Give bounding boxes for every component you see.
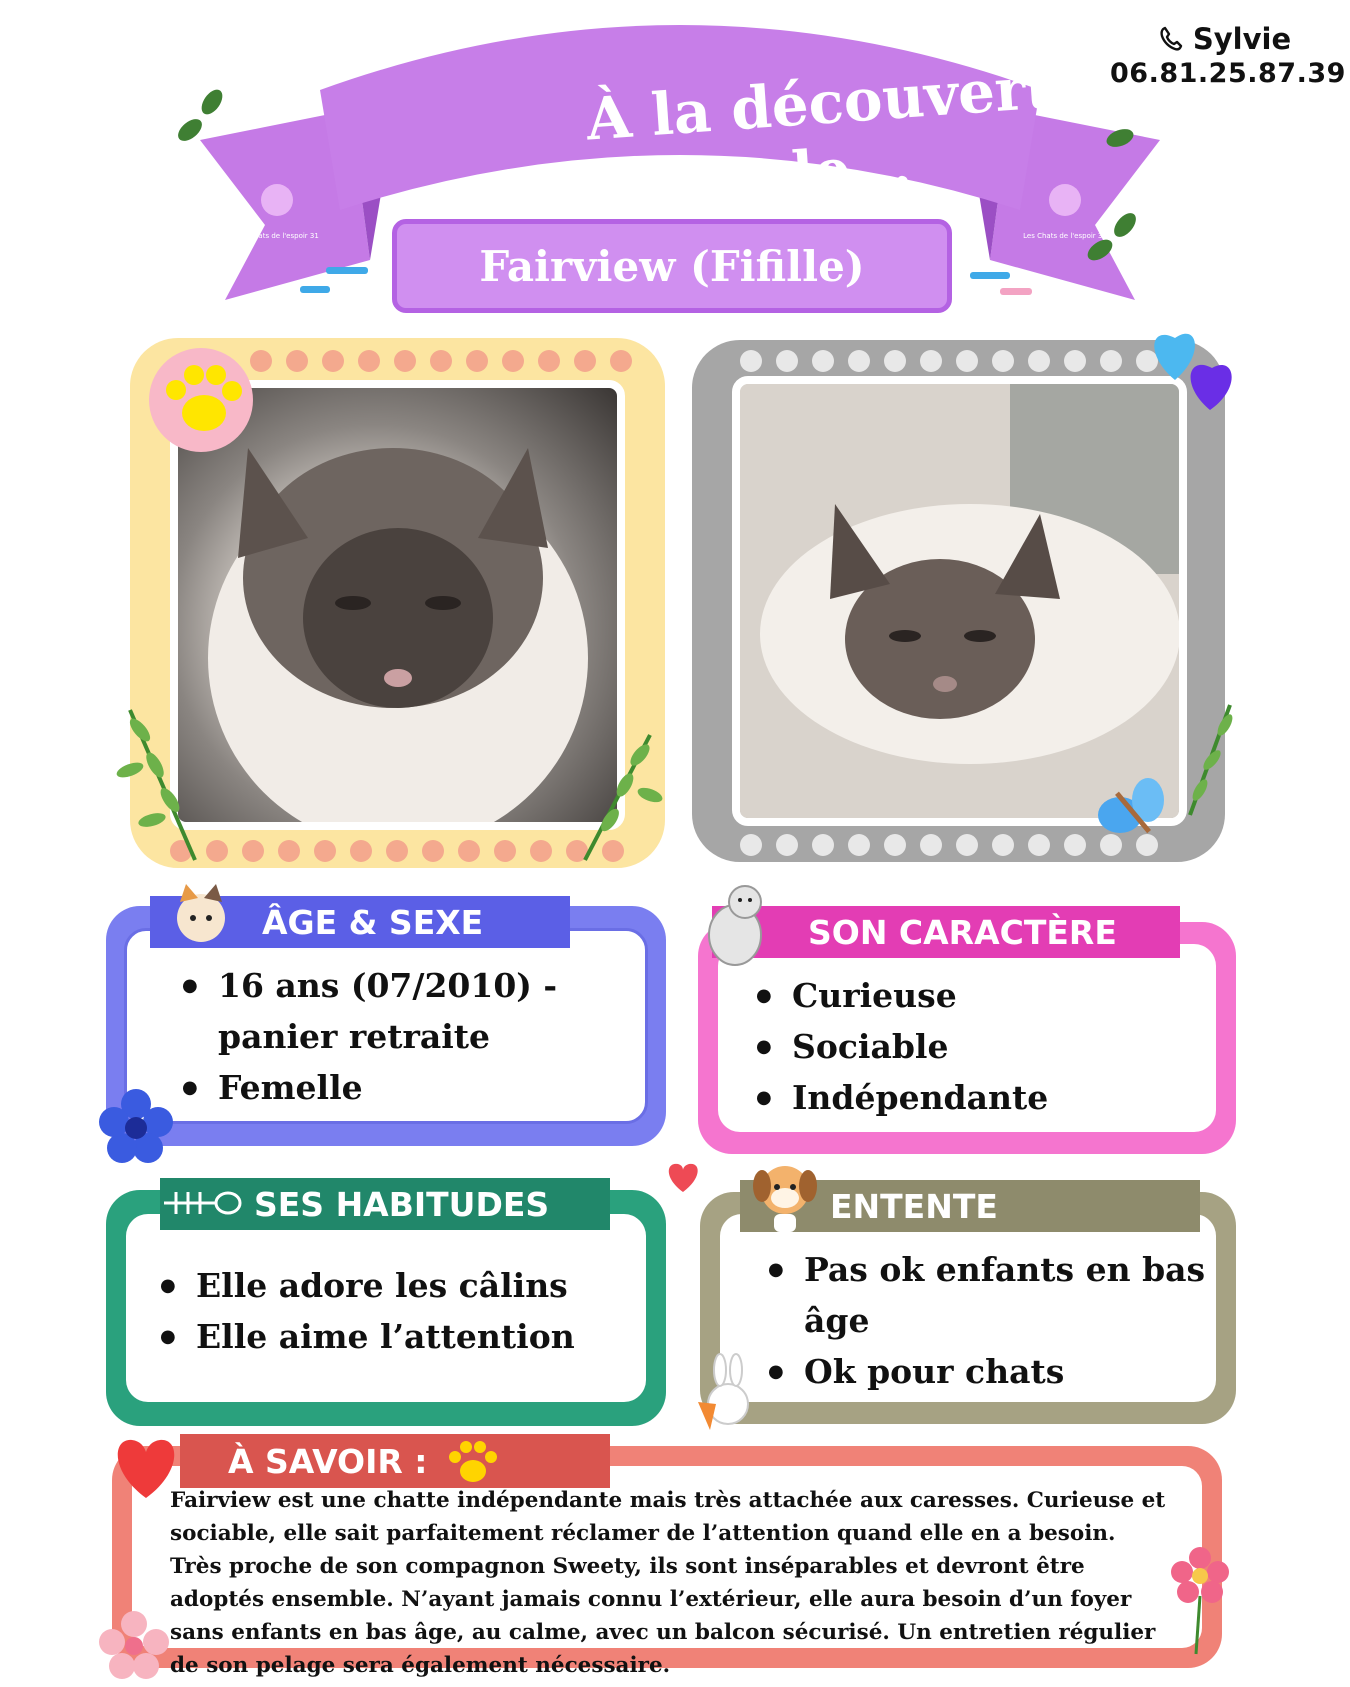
age-sexe-title: ÂGE & SEXE — [262, 902, 484, 942]
cat-name-box — [392, 219, 952, 313]
savoir-title: À SAVOIR : — [228, 1441, 428, 1481]
cat-face-icon — [168, 880, 234, 946]
habitudes-item: ● Elle adore les câlins — [160, 1260, 640, 1311]
leaf-branch-right-icon — [580, 725, 670, 865]
caractere-ribbon — [712, 906, 1180, 958]
entente-list — [768, 1244, 1208, 1397]
age-sexe-item: ● Femelle — [182, 1062, 642, 1113]
paw-badge-icon — [146, 345, 256, 455]
cat-photo-2 — [732, 376, 1187, 826]
blue-flower-icon — [98, 1088, 174, 1164]
frame-dots-bottom-yellow — [170, 840, 624, 862]
leaf-branch-grey-frame-icon — [1180, 700, 1240, 820]
leaf-branch-left-icon — [110, 690, 210, 865]
entente-title: ENTENTE — [830, 1186, 998, 1226]
contact-name: Sylvie — [1192, 22, 1292, 56]
habitudes-title: SES HABITUDES — [254, 1184, 550, 1224]
entente-item: ● Ok pour chats — [768, 1346, 1208, 1397]
hearts-icon — [1140, 310, 1250, 420]
pink-flower-bottom-icon — [96, 1610, 172, 1682]
caractere-item: ● Sociable — [756, 1021, 1176, 1072]
fish-bone-icon — [160, 1186, 242, 1220]
caractere-title: SON CARACTÈRE — [808, 912, 1117, 952]
savoir-ribbon — [180, 1434, 610, 1488]
age-sexe-list — [182, 960, 642, 1113]
age-sexe-item: ● 16 ans (07/2010) - panier retraite — [182, 960, 642, 1062]
pink-flower-right-icon — [1166, 1546, 1234, 1656]
playing-cat-icon — [690, 880, 780, 980]
habitudes-item: ● Elle aime l’attention — [160, 1311, 640, 1362]
cat-name: Fairview (Fifille) — [479, 241, 865, 291]
banner-title: À la découverte de... — [584, 50, 1092, 209]
butterfly-icon — [1090, 770, 1180, 850]
caractere-list — [756, 970, 1176, 1123]
frame-dots-top-yellow — [250, 350, 632, 372]
entente-item: ● Pas ok enfants en bas âge — [768, 1244, 1208, 1346]
frame-dots-top-grey — [740, 350, 1158, 372]
svg-text:Les Chats de l'espoir 31: Les Chats de l'espoir 31 — [1023, 232, 1107, 240]
caractere-item: ● Curieuse — [756, 970, 1176, 1021]
small-heart-icon — [664, 1160, 702, 1194]
habitudes-list — [160, 1260, 640, 1362]
dog-icon — [750, 1158, 820, 1234]
bunny-icon — [690, 1352, 760, 1432]
caractere-item: ● Indépendante — [756, 1072, 1176, 1123]
contact-phone: 06.81.25.87.39 — [1110, 58, 1346, 89]
paw-icon — [445, 1435, 501, 1487]
savoir-text: Fairview est une chatte indépendante mais très attachée aux caresses. Curieuse et sociable, elle sait parfaitement réclamer de l’attention quand elle en a besoin. Très proche de son compagnon Sweety, ils sont inséparables et devront être adoptés ensemble. N’ayant jamais connu l’extérieur, elle aura besoin d’un foyer sans enfants en bas âge, au calme, avec un balcon sécurisé. Un entretien régulier de son pelage sera également nécessaire. — [170, 1488, 1166, 1678]
svg-text:Les Chats de l'espoir 31: Les Chats de l'espoir 31 — [235, 232, 319, 240]
